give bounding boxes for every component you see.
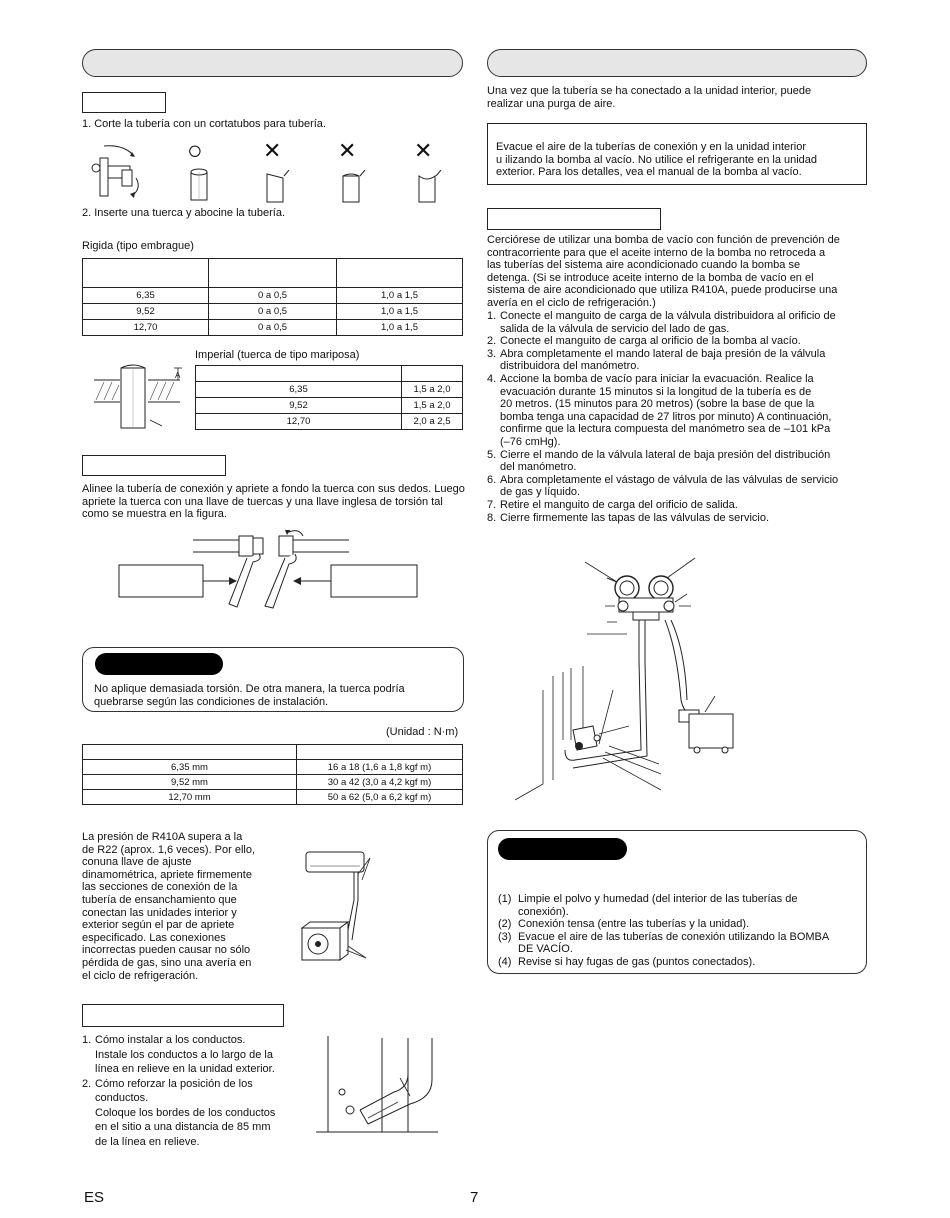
- imperial-table-title: Imperial (tuerca de tipo mariposa): [195, 349, 360, 361]
- pipe-end-deformed-icon: [412, 170, 442, 204]
- list-item: 5. Cierre el mando de la válvula lateral de baja presión del distribución del manómetro.: [487, 448, 831, 474]
- list-item: 6. Abra completamente el vástago de válvula de las válvulas de servicio de gas y líquido.: [487, 473, 839, 499]
- caution-label-badge: [95, 653, 223, 675]
- subheading-box-cut: [82, 92, 166, 113]
- list-item: 2. Cómo reforzar la posición de los conductos. Coloque los bordes de los conductos en el sitio a una distancia de 85 mm de la línea en relieve.: [82, 1077, 276, 1148]
- wrong-mark-icon: ✕: [414, 138, 433, 163]
- pipe-cutter-illustration: [86, 140, 148, 200]
- caution-text: No aplique demasiada torsión. De otra manera, la tuerca podría quebrarse según las condiciones de instalación.: [94, 683, 405, 708]
- evacuation-steps: [487, 310, 872, 524]
- rigid-flare-table: 6,35 0 a 0,5 1,0 a 1,5 9,52 0 a 0,5 1,0 a 1,5 12,70 0 a 0,5 1,0 a 1,5: [82, 258, 463, 336]
- correct-mark-icon: ○: [187, 135, 203, 165]
- torque-unit-label: (Unidad : N·m): [386, 726, 459, 738]
- list-item: (3) Evacue el aire de las tuberías de conexión utilizando la BOMBA DE VACÍO.: [498, 930, 830, 956]
- list-item: (1) Limpie el polvo y humedad (del interior de las tuberías de conexión).: [498, 893, 798, 918]
- list-item: 2. Conecte el manguito de carga al orificio de la bomba al vacío.: [487, 335, 801, 348]
- list-item: 1. Cómo instalar a los conductos. Instale los conductos a lo largo de la línea en relieve en la unidad exterior.: [82, 1034, 275, 1075]
- section-header-right: [487, 49, 867, 77]
- subheading-box-vacuum: [487, 208, 661, 230]
- conduit-illustration: [312, 1034, 442, 1139]
- list-item: 1. Conecte el manguito de carga de la válvula distribuidora al orificio de salida de la válvula de servicio del lado de gas.: [487, 310, 836, 335]
- ac-units-illustration: [296, 840, 396, 970]
- vacuum-pump-intro: Cerciórese de utilizar una bomba de vacío con función de prevención de contracorriente para que el aceite interno de la bomba no retroceda a las tuberías del sistema aire acondicionado cuando la bomba se detenga. (Si se introduce aceite interno de la bomba de vacío en el sistema de aire acondicionado que utiliza R410A, puede producirse una avería en el ciclo de refrigeración.): [487, 234, 840, 309]
- checklist-label-badge: [498, 838, 627, 860]
- torque-table: 6,35 mm 16 a 18 (1,6 a 1,8 kgf m) 9,52 mm 30 a 42 (3,0 a 4,2 kgf m) 12,70 mm 50 a 62 (5,0 a 6,2 kgf m): [82, 744, 463, 805]
- list-item: (4) Revise si hay fugas de gas (puntos conectados).: [498, 955, 756, 968]
- wrench-tightening-illustration: [117, 530, 419, 610]
- wrong-mark-icon: ✕: [263, 138, 282, 163]
- dimension-a-label: A: [175, 371, 181, 380]
- cut-step-2: 2. Inserte una tuerca y abocine la tubería.: [82, 207, 286, 219]
- page-number: 7: [470, 1189, 479, 1206]
- pipe-end-good-icon: [184, 166, 214, 204]
- section-header-left: [82, 49, 463, 77]
- manifold-gauge-illustration: [515, 550, 745, 810]
- pipe-end-slanted-icon: [260, 170, 290, 204]
- vacuum-note-text: Evacue el aire de la tuberías de conexión y en la unidad interior u ilizando la bomba al vacío. No utilice el refrigerante en la unidad exterior. Para los detalles, vea el manual de la bomba al vacío.: [496, 141, 818, 179]
- rigid-table-title: Rigida (tipo embrague): [82, 240, 194, 252]
- subheading-box-connect: [82, 455, 226, 476]
- language-code: ES: [84, 1189, 105, 1206]
- cut-step-1: 1. Corte la tubería con un cortatubos para tubería.: [82, 118, 326, 130]
- wrong-mark-icon: ✕: [338, 138, 357, 163]
- imperial-flare-table: 6,35 1,5 a 2,0 9,52 1,5 a 2,0 12,70 2,0 a 2,5: [195, 365, 463, 430]
- conduit-instructions: [82, 1033, 302, 1149]
- purge-intro: Una vez que la tubería se ha conectado a la unidad interior, puede realizar una purga de aire.: [487, 85, 812, 110]
- pipe-end-burr-icon: [336, 170, 366, 204]
- list-item: 7. Retire el manguito de carga del orificio de salida.: [487, 498, 738, 511]
- r410a-warning-text: La presión de R410A supera a la de R22 (aprox. 1,6 veces). Por ello, conuna llave de ajuste dinamométrica, apriete firmemente las secciones de conexión de la tubería de ensanchamiento que conectan las unidades interior y exterior según el par de apriete especificado. Las conexiones incorrectas pueden causar no sólo pérdida de gas, sino una avería en el ciclo de refrigeración.: [82, 831, 256, 982]
- subheading-box-conduits: [82, 1004, 284, 1027]
- list-item: 8. Cierre firmemente las tapas de las válvulas de servicio.: [487, 511, 770, 524]
- connect-instructions: Alinee la tubería de conexión y apriete a fondo la tuerca con sus dedos. Luego apriete la tuerca con una llave de tuercas y una llave inglesa de torsión tal como se muestra en la figura.: [82, 483, 465, 521]
- list-item: 3. Abra completamente el mando lateral de baja presión de la válvula distribuidora del manómetro.: [487, 347, 826, 373]
- list-item: 4. Accione la bomba de vacío para iniciar la evacuación. Realice la evacuación durante 15 minutos si la longitud de la tubería es de 20 metros. (15 minutos para 20 metros) (sobre la base de que la bomba tenga una capacidad de 27 litros por minuto) A continuación, confirme que la lectura compuesta del manómetro sea de –101 kPa (–76 cmHg).: [487, 372, 832, 448]
- list-item: (2) Conexión tensa (entre las tuberías y la unidad).: [498, 918, 750, 931]
- checklist: [498, 893, 858, 969]
